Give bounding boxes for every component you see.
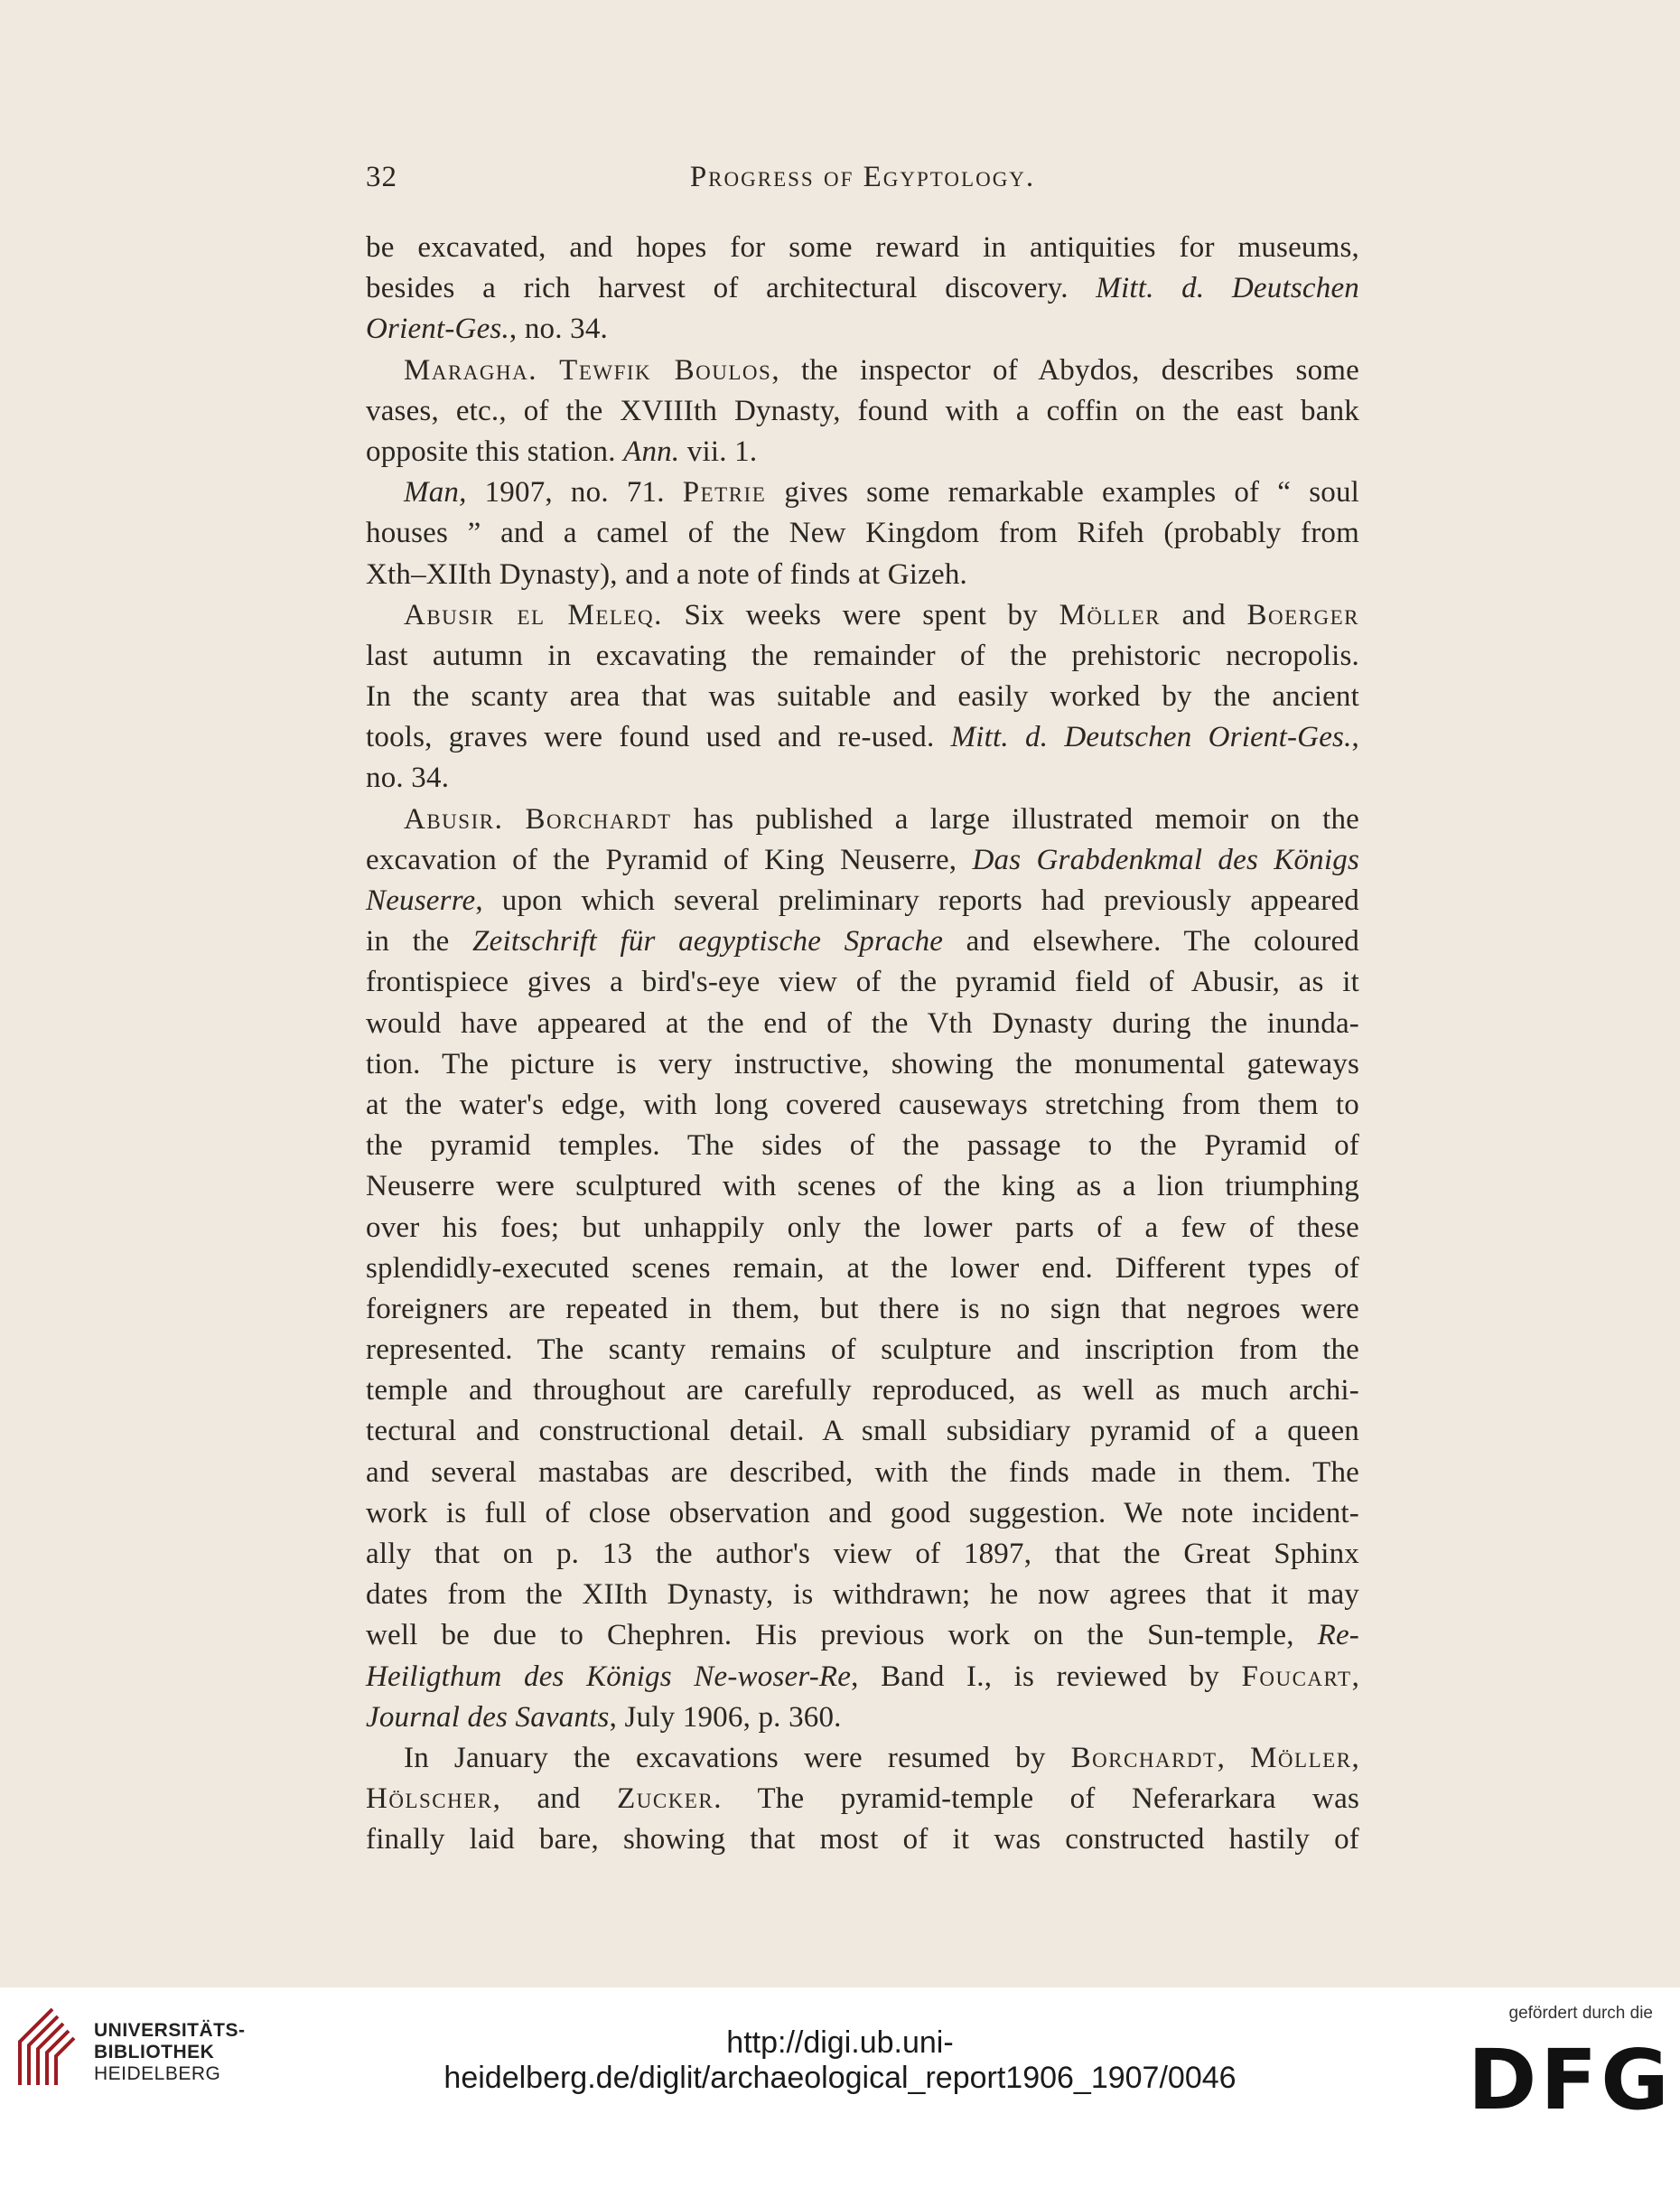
text-run: , [1351, 1660, 1360, 1693]
small-caps-text: Hölscher [366, 1782, 493, 1816]
text-line [366, 1534, 1359, 1575]
italic-text: Mitt. d. Deutschen Orient-Ges. [950, 721, 1352, 754]
small-caps-text: Borchardt [1070, 1741, 1218, 1774]
text-run: well be due to Chephren. His previous work on the Sun-temple, [366, 1619, 1318, 1652]
library-name-line-3: HEIDELBERG [94, 2063, 221, 2084]
small-caps-text: Maragha. [404, 353, 537, 387]
text-line [366, 1085, 1359, 1126]
text-line [366, 268, 1359, 309]
text-run: , upon which several preliminary reports had previously appeared [475, 884, 1359, 917]
text-line [366, 1697, 1359, 1738]
text-line [366, 962, 1359, 1003]
italic-text: Zeitschrift für aegyptische Sprache [472, 925, 944, 959]
text-run: splendidly-executed scenes remain, at the lower end. Different types of [366, 1251, 1359, 1285]
text-run: , [1351, 721, 1359, 754]
text-run: work is full of close observation and good suggestion. We note incident- [366, 1496, 1359, 1529]
text-run: , and [492, 1782, 618, 1816]
small-caps-text: Boerger [1246, 598, 1359, 631]
text-line [366, 1819, 1359, 1860]
text-line [366, 595, 1359, 636]
text-line [366, 1493, 1359, 1534]
body-text [366, 228, 1359, 1861]
italic-text: Heiligthum des Königs Ne-woser-Re [366, 1660, 852, 1693]
text-line [366, 677, 1359, 717]
italic-text: Ann. [623, 435, 680, 468]
funded-by-text: gefördert durch die [1508, 2004, 1653, 2023]
page-header [366, 161, 1359, 201]
text-line [366, 351, 1359, 391]
small-caps-text: Möller [1059, 598, 1162, 631]
text-run: gives some remarkable examples of “ soul [766, 476, 1360, 510]
text-line [366, 432, 1359, 472]
text-line [366, 228, 1359, 268]
text-run: , Band I., is reviewed by [851, 1660, 1242, 1693]
italic-text: Man, [404, 476, 467, 510]
text-line [366, 1411, 1359, 1452]
text-run: Six weeks were spent by [662, 598, 1059, 631]
library-name [94, 2020, 246, 2085]
running-title: Progress of Egyptology. [689, 161, 1036, 193]
text-line [366, 1248, 1359, 1289]
small-caps-text: Petrie [682, 476, 767, 510]
small-caps-text: Tewfik Boulos [559, 353, 772, 387]
text-run: . The pyramid-temple of Neferarkara was [714, 1782, 1359, 1816]
text-line [366, 555, 1359, 595]
text-line [366, 1166, 1359, 1207]
text-run: opposite this station. [366, 435, 624, 468]
library-name-line-1: UNIVERSITÄTS- [94, 2020, 246, 2041]
text-run: , [1351, 1741, 1359, 1774]
text-run: , the inspector of Abydos, describes some [771, 353, 1359, 387]
text-run: besides a rich harvest of architectural discovery. [366, 272, 1097, 305]
text-run: , [1217, 1741, 1251, 1774]
italic-text: Das Grabdenkmal des Königs [972, 843, 1359, 876]
text-run: Neuserre were sculptured with scenes of the king as a lion triumphing [366, 1170, 1359, 1203]
small-caps-text: Möller [1250, 1741, 1352, 1774]
small-caps-text: Borchardt [525, 802, 672, 836]
text-line [366, 800, 1359, 840]
library-name-line-2: BIBLIOTHEK [94, 2042, 215, 2062]
text-line [366, 1004, 1359, 1044]
text-run: no. 34. [366, 762, 450, 795]
footer-bar [0, 1987, 1680, 2207]
text-run: vii. 1. [679, 435, 758, 468]
text-run: temple and throughout are carefully reproduced, as well as much archi- [366, 1374, 1359, 1407]
italic-text: Mitt. d. Deutschen [1096, 272, 1359, 305]
text-line [366, 881, 1359, 921]
text-run: foreigners are repeated in them, but there is no sign that negroes were [366, 1292, 1359, 1325]
text-run: represented. The scanty remains of sculpture and inscription from the [366, 1333, 1359, 1367]
text-run: tools, graves were found used and re-used. [366, 721, 951, 754]
university-library-logo-icon [16, 2006, 85, 2087]
text-run: , no. 34. [509, 313, 608, 346]
text-line [366, 1208, 1359, 1248]
small-caps-text: Zucker [617, 1782, 714, 1816]
text-run: dates from the XIIth Dynasty, is withdrawn; he now agrees that it may [366, 1578, 1359, 1612]
text-run: the pyramid temples. The sides of the passage to the Pyramid of [366, 1129, 1359, 1163]
text-line [366, 1126, 1359, 1166]
dfg-logo: DFG [1468, 2032, 1673, 2128]
text-line [366, 717, 1359, 758]
text-line [366, 472, 1359, 513]
text-line [366, 758, 1359, 799]
italic-text: Journal des Savants [366, 1700, 610, 1734]
text-line [366, 1330, 1359, 1370]
text-line [366, 513, 1359, 554]
text-line [366, 1615, 1359, 1656]
text-run: and several mastabas are described, with the finds made in them. The [366, 1455, 1359, 1489]
text-line [366, 1738, 1359, 1779]
text-run: over his foes; but unhappily only the lower parts of a few of these [366, 1211, 1359, 1244]
text-run: In January the excavations were resumed by [404, 1741, 1071, 1774]
page-number: 32 [366, 161, 397, 193]
text-run: at the water's edge, with long covered causeways stretching from them to [366, 1088, 1359, 1121]
italic-text: Neuserre [366, 884, 476, 917]
text-run: In the scanty area that was suitable and easily worked by the ancient [366, 680, 1359, 714]
text-line [366, 840, 1359, 881]
text-run: 1907, no. 71. [466, 476, 683, 510]
permalink-url[interactable]: http://digi.ub.uni-heidelberg.de/diglit/archaeological_report1906_1907/0046 [443, 2025, 1237, 2095]
small-caps-text: Abusir. [404, 802, 504, 836]
italic-text: Orient-Ges. [366, 313, 509, 346]
text-line [366, 636, 1359, 677]
text-run: , July 1906, p. 360. [609, 1700, 842, 1734]
small-caps-text: Foucart [1241, 1660, 1352, 1693]
text-run: would have appeared at the end of the Vth Dynasty during the inunda- [366, 1006, 1359, 1040]
text-run: tion. The picture is very instructive, showing the monumental gateways [366, 1047, 1359, 1080]
text-run: tectural and constructional detail. A small subsidiary pyramid of a queen [366, 1415, 1359, 1448]
text-line [366, 391, 1359, 432]
text-run: and [1161, 598, 1247, 631]
text-line [366, 1044, 1359, 1085]
text-run: and elsewhere. The coloured [943, 925, 1360, 959]
text-run [537, 354, 559, 387]
text-run: ally that on p. 13 the author's view of 1897, that the Great Sphinx [366, 1538, 1359, 1570]
text-run: last autumn in excavating the remainder of the prehistoric necropolis. [366, 639, 1359, 672]
small-caps-text: Abusir el Meleq. [404, 598, 663, 631]
text-run: be excavated, and hopes for some reward in antiquities for museums, [366, 231, 1359, 264]
text-run: frontispiece gives a bird's-eye view of the pyramid field of Abusir, as it [366, 966, 1359, 999]
text-run: has published a large illustrated memoir on the [671, 802, 1359, 836]
text-line [366, 309, 1359, 350]
text-run: houses ” and a camel of the New Kingdom from Rifeh (probably from [366, 517, 1359, 550]
text-line [366, 1657, 1359, 1697]
text-line [366, 1779, 1359, 1819]
text-run: finally laid bare, showing that most of it was constructed hastily of [366, 1823, 1359, 1856]
text-run [503, 803, 525, 836]
text-run: excavation of the Pyramid of King Neuserre, [366, 843, 973, 876]
text-line [366, 1453, 1359, 1493]
italic-text: Re- [1317, 1619, 1359, 1652]
text-line [366, 921, 1359, 962]
text-run: Xth–XIIth Dynasty), and a note of finds at Gizeh. [366, 557, 967, 591]
text-run: vases, etc., of the XVIIIth Dynasty, found with a coffin on the east bank [366, 394, 1359, 427]
text-line [366, 1289, 1359, 1330]
text-line [366, 1370, 1359, 1411]
text-line [366, 1575, 1359, 1615]
text-run: in the [366, 925, 473, 959]
